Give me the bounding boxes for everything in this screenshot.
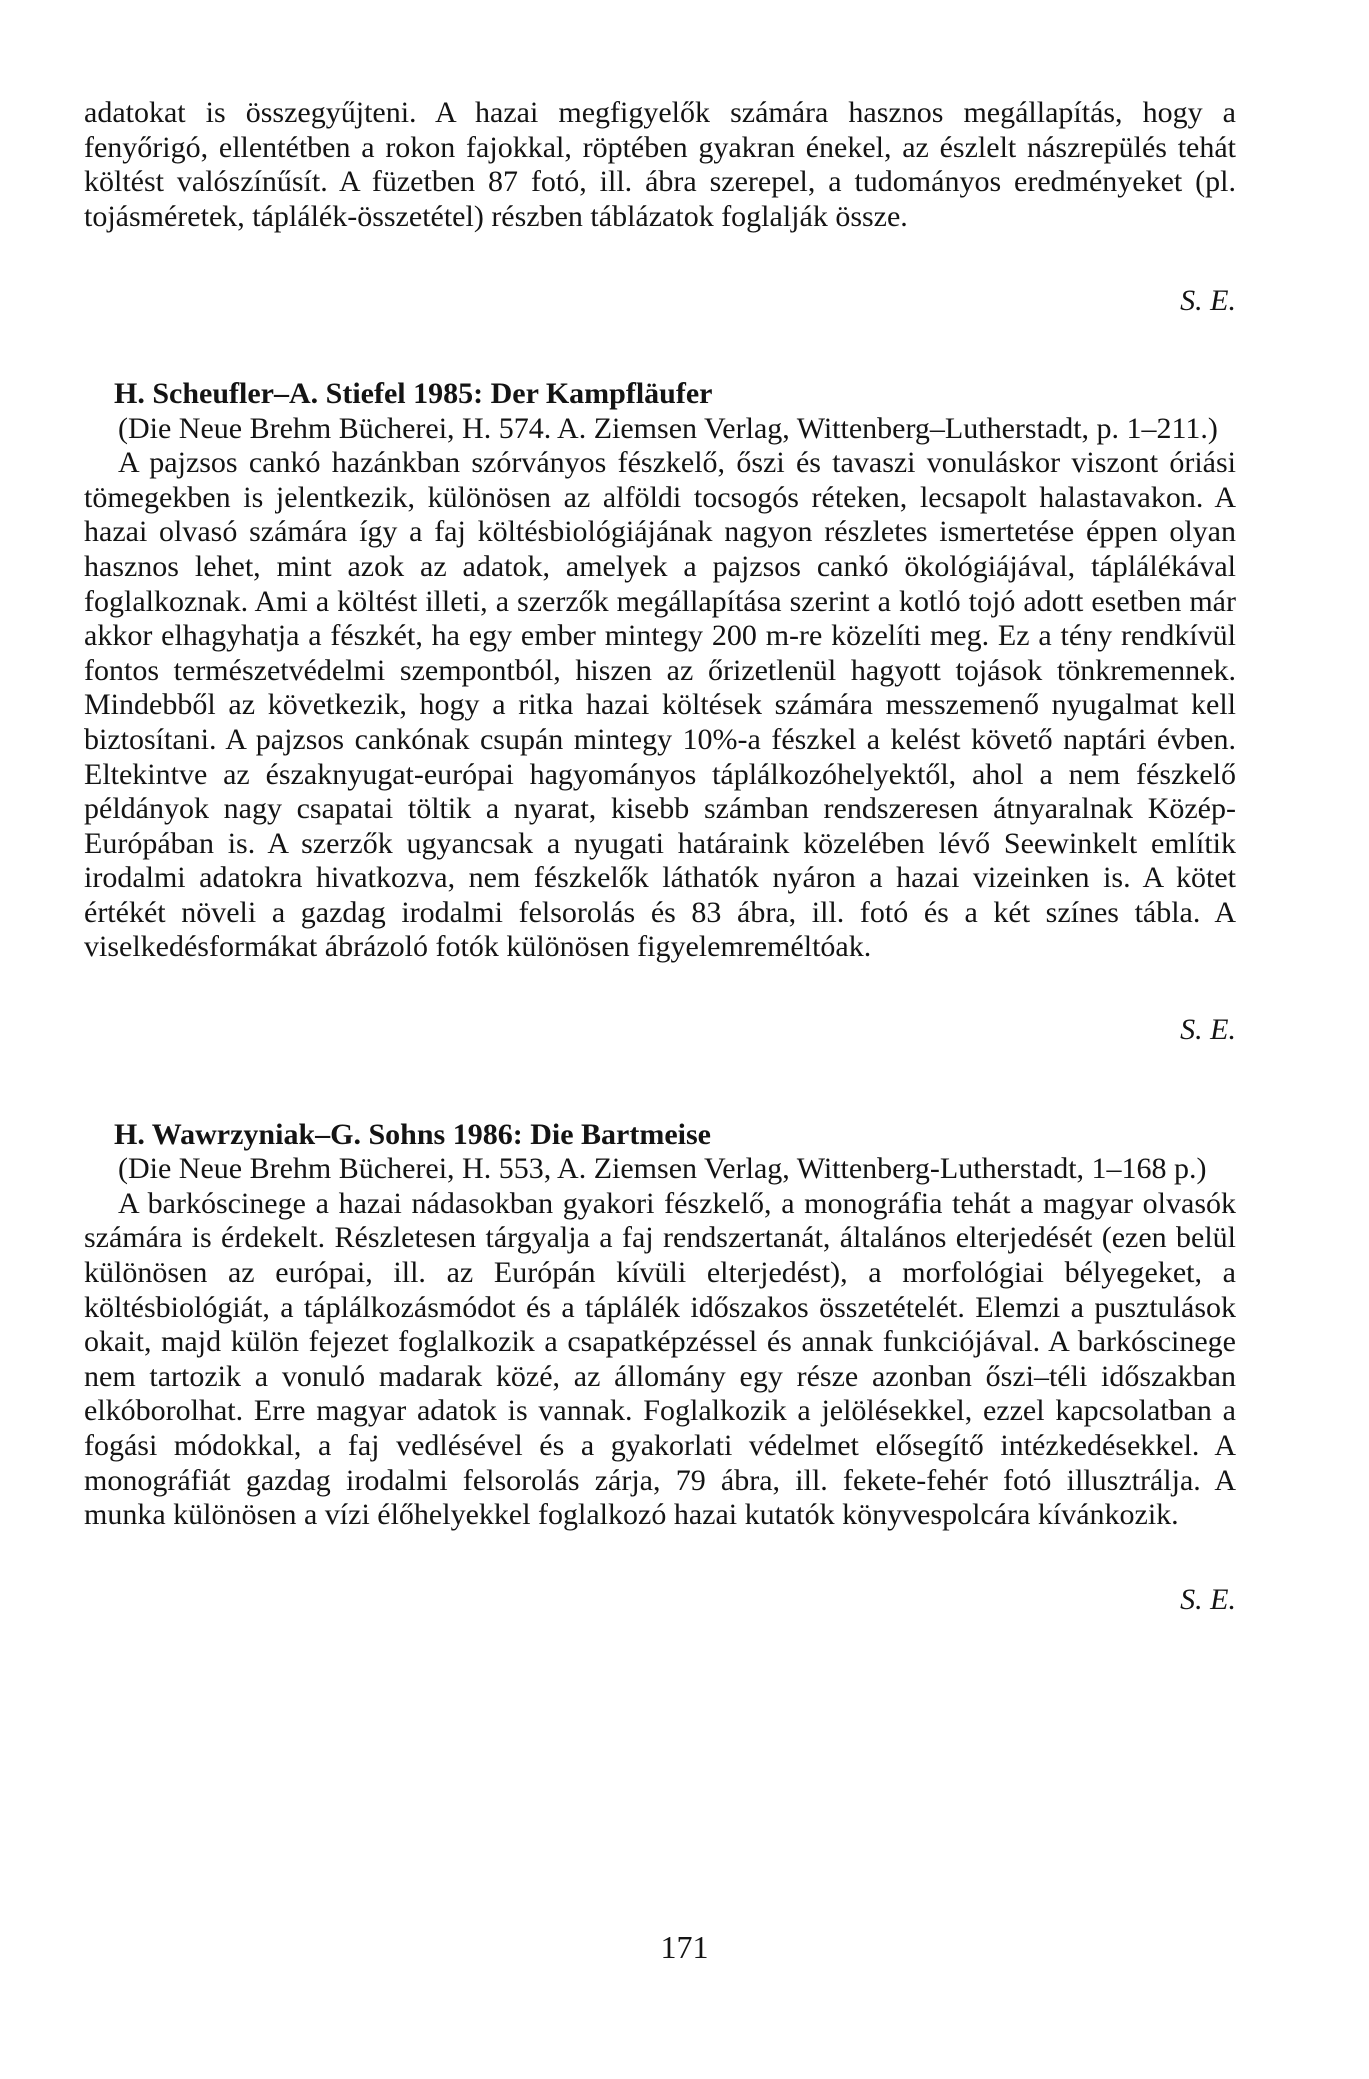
- page-number: 171: [660, 1929, 709, 1965]
- review-title-bartmeise: H. Wawrzyniak–G. Sohns 1986: Die Bartmeise: [114, 1117, 711, 1151]
- review-body-bartmeise: A barkóscinege a hazai nádasokban gyakori fészkelő, a monográfia tehát a magyar olvasók számára is érdekelt. Részletesen tárgyalja a faj rendszertanát, általános elterjedését (ezen belül különösen az európai, ill. az Európán kívüli elterjedést), a morfológiai bélyegeket, a költésbiológiát, a táplálkozásmódot és a táplálék időszakos összetételét. Elemzi a pusztulások okait, majd külön fejezet foglalkozik a csapatképzéssel és annak funkciójával. A barkóscinege nem tartozik a vonuló madarak közé, az állomány egy része azonban őszi–téli időszakban elkóborolhat. Erre magyar adatok is vannak. Foglalkozik a jelölésekkel, ezzel kapcsolatban a fogási módokkal, a faj vedlésével és a gyakorlati védelmet elősegítő intézkedésekkel. A monográfiát gazdag irodalmi felsorolás zárja, 79 ábra, ill. fekete-fehér fotó illusztrálja. A munka különösen a vízi élőhelyekkel foglalkozó hazai kutatók könyvespolcára kívánkozik.: [84, 1186, 1236, 1532]
- page-content: [84, 96, 1236, 1617]
- review-body-kampflaufer: A pajzsos cankó hazánkban szórványos fészkelő, őszi és tavaszi vonuláskor viszont óriási tömegekben is jelentkezik, különösen az alföldi tocsogós réteken, lecsapolt halastavakon. A hazai olvasó számára így a faj költésbiológiájának nagyon részletes ismertetése éppen olyan hasznos lehet, mint azok az adatok, amelyek a pajzsos cankó ökológiájával, táplálékával foglalkoznak. Ami a költést illeti, a szerzők megállapítása szerint a kotló tojó adott esetben már akkor elhagyhatja a fészkét, ha egy ember mintegy 200 m-re közelíti meg. Ez a tény rendkívül fontos természetvédelmi szempontból, hiszen az őrizetlenül hagyott tojások tönkremennek. Mindebből az következik, hogy a ritka hazai költések számára messzemenő nyugalmat kell biztosítani. A pajzsos cankónak csupán mintegy 10%-a fészkel a kelést követő naptári évben. Eltekintve az északnyugat-európai hagyományos táplálkozóhelyektől, ahol a nem fészkelő példányok nagy csapatai töltik a nyarat, kisebb számban rendszeresen átnyaralnak Közép-Európában is. A szerzők ugyancsak a nyugati határaink közelében lévő Seewinkelt említik irodalmi adatokra hivatkozva, nem fészkelők láthatók nyáron a hazai vizeinken is. A kötet értékét növeli a gazdag irodalmi felsorolás és 83 ábra, ill. fotó és a két színes tábla. A viselkedésformákat ábrázoló fotók különösen figyelemreméltóak.: [84, 446, 1236, 964]
- continuation-paragraph: adatokat is összegyűjteni. A hazai megfigyelők számára hasznos megállapítás, hogy a fenyőrigó, ellentétben a rokon fajokkal, röptében gyakran énekel, az észlelt nászrepülés tehát költést valószínűsít. A füzetben 87 fotó, ill. ábra szerepel, a tudományos eredményeket (pl. tojásméretek, táplálék-összetétel) részben táblázatok foglalják össze.: [84, 96, 1236, 233]
- reviewer-signature: S. E.: [1180, 1013, 1236, 1047]
- reviewer-signature: S. E.: [1180, 1582, 1236, 1616]
- reviewer-signature: S. E.: [1180, 284, 1236, 318]
- review-citation-kampflaufer: (Die Neue Brehm Bücherei, H. 574. A. Ziemsen Verlag, Wittenberg–Lutherstadt, p. 1–211.): [118, 411, 1218, 445]
- review-title-kampflaufer: H. Scheufler–A. Stiefel 1985: Der Kampfläufer: [114, 376, 713, 410]
- review-citation-bartmeise: (Die Neue Brehm Bücherei, H. 553, A. Ziemsen Verlag, Wittenberg-Lutherstadt, 1–168 p.): [118, 1152, 1207, 1186]
